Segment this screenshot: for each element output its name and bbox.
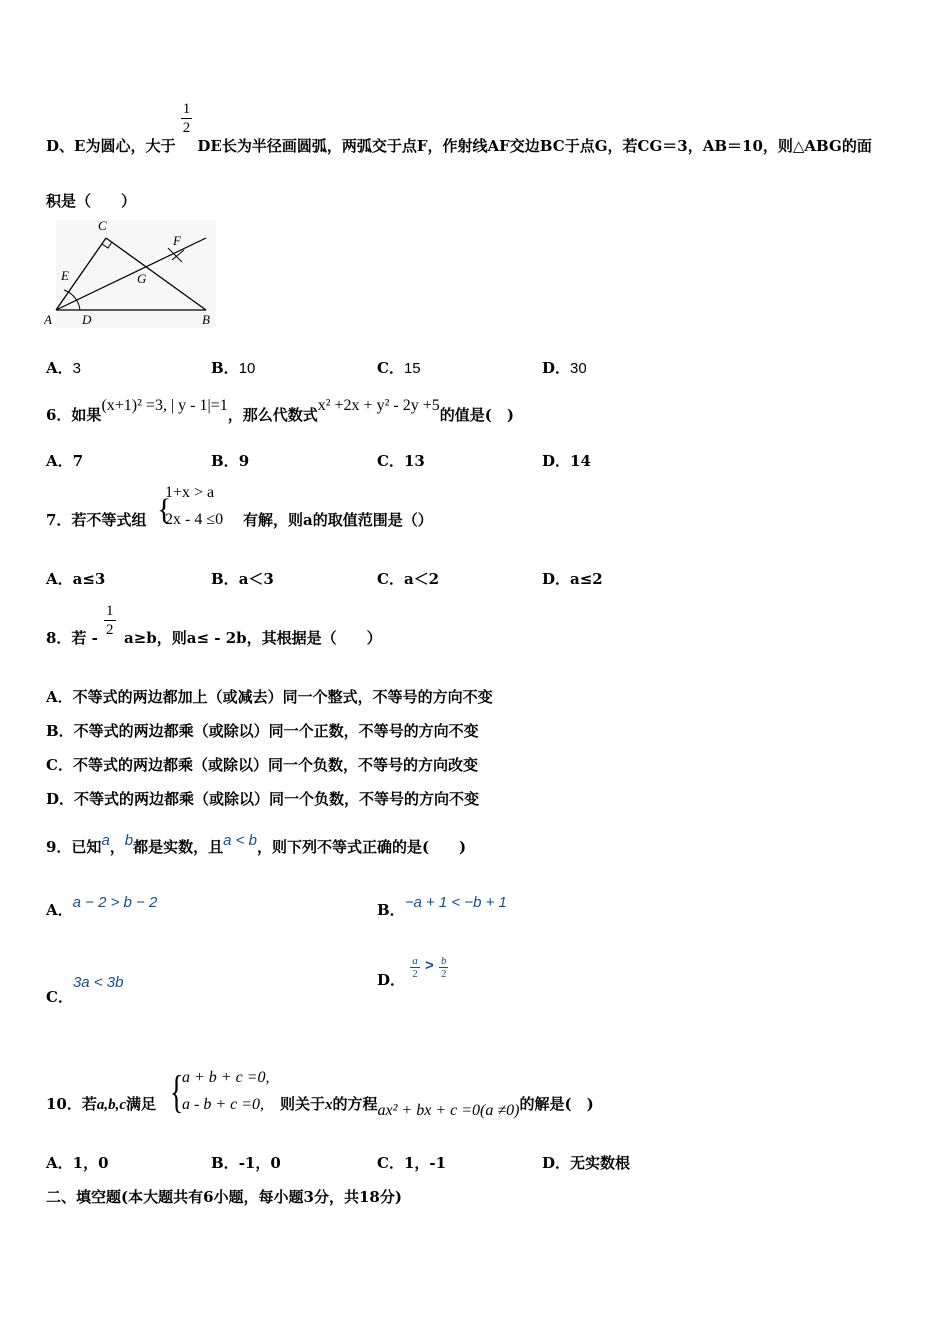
option-value: a＜3 [238, 570, 274, 588]
q8-option-a: A．不等式的两边都加上（或减去）同一个整式，不等号的方向不变 [46, 688, 493, 706]
option-value: 3 [72, 360, 81, 377]
q8-stem-prefix: 8．若 - [46, 629, 98, 647]
option-letter: B． [211, 1154, 239, 1172]
option-value: 10 [238, 360, 256, 377]
section-2-title: 二、填空题(本大题共有6小题，每小题3分，共18分) [46, 1188, 402, 1206]
q10-equation-2: a - b + c =0, [182, 1096, 265, 1113]
option-letter: D． [542, 359, 571, 377]
option-letter: A． [46, 1154, 73, 1172]
option-value: 无实数根 [570, 1154, 631, 1172]
q7-option-c [377, 568, 439, 589]
q7-stem-suffix: 有解，则a的取值范围是（） [243, 511, 433, 529]
q9-var-b: b [124, 832, 134, 849]
q8-fraction-numerator: 1 [106, 603, 114, 619]
q9-var-a: a [101, 832, 110, 849]
option-letter: A． [46, 359, 73, 377]
label-c: C [98, 218, 107, 233]
q10-middle2: 则关于 [280, 1095, 326, 1113]
frac-denominator: 2 [412, 968, 418, 980]
option-letter: C． [377, 452, 404, 470]
option-letter: C． [46, 988, 73, 1006]
q9-option-d [377, 955, 448, 989]
q9-stem [46, 832, 467, 857]
q6-suffix: 的值是( ) [439, 406, 514, 424]
frac-numerator: b [440, 955, 447, 967]
q10-option-c [377, 1152, 446, 1173]
option-value: a≤2 [570, 570, 603, 588]
label-f: F [173, 233, 181, 248]
q6-option-c [377, 450, 425, 471]
q9-middle: 都是实数，且 [133, 838, 224, 856]
option-value: 7 [72, 452, 84, 470]
q9-option-b [377, 891, 507, 919]
q5-option-d [542, 357, 587, 378]
option-value: a − 2 > b − 2 [72, 894, 158, 911]
option-value: -1，0 [238, 1154, 281, 1172]
q5-half-fraction [181, 100, 193, 137]
option-value: 1，-1 [403, 1154, 447, 1172]
q9-option-a [46, 891, 158, 919]
q9-d-frac-a [410, 955, 420, 980]
option-value: 1，0 [72, 1154, 109, 1172]
q5-option-b [211, 357, 255, 378]
frac-denominator: 2 [440, 968, 447, 980]
option-letter: D． [377, 971, 406, 989]
q7-inequality-1: 1+x > a [165, 484, 215, 501]
q6-condition: (x+1)² =3, | y - 1|=1 [101, 397, 228, 414]
q10-option-d [542, 1152, 630, 1173]
q10-stem-prefix [46, 1093, 156, 1114]
label-b: B [202, 312, 210, 327]
q9-condition: a < b [223, 832, 257, 849]
option-letter: D． [542, 1154, 571, 1172]
q10-option-b [211, 1152, 281, 1173]
q5-option-a [46, 357, 81, 378]
figure-background [56, 220, 216, 328]
label-d: D [82, 312, 92, 327]
option-value: 15 [403, 360, 421, 377]
q10-middle1: 满足 [126, 1095, 157, 1113]
q10-brace: { [170, 1066, 184, 1117]
q6-option-a [46, 450, 83, 471]
q7-brace: { [157, 493, 172, 526]
option-value: 9 [238, 452, 250, 470]
q5-stem-line1 [46, 101, 872, 160]
q9-suffix: ，则下列不等式正确的是( ) [256, 838, 467, 856]
q6-option-b [211, 450, 249, 471]
q5-fraction-denominator: 2 [182, 120, 191, 136]
q10-option-a [46, 1152, 109, 1173]
q8-stem-suffix: a≥b，则a≤ - 2b，其根据是（ ） [124, 629, 382, 647]
option-letter: C． [377, 359, 404, 377]
option-value: 14 [570, 452, 591, 470]
q9-prefix: 9．已知 [46, 838, 102, 856]
option-letter: A． [46, 901, 73, 919]
q7-inequality-2: 2x - 4 ≤0 [165, 511, 224, 528]
option-letter: A． [46, 570, 73, 588]
q6-option-d [542, 450, 591, 471]
q5-fraction-numerator: 1 [182, 101, 191, 117]
q5-stem-suffix: DE长为半径画圆弧，两弧交于点F，作射线AF交边BC于点G，若CG＝3，AB＝10，则△ABG的面 [197, 136, 872, 155]
q9-separator: ， [109, 838, 125, 856]
q7-stem-prefix: 7．若不等式组 [46, 511, 147, 529]
label-a: A [44, 312, 52, 327]
q6-prefix: 6．如果 [46, 406, 102, 424]
option-value: −a + 1 < −b + 1 [404, 894, 507, 911]
option-letter: D． [542, 452, 571, 470]
option-letter: D． [542, 570, 571, 588]
q9-d-frac-b [439, 955, 449, 980]
q10-var-x: x [325, 1097, 333, 1113]
q7-option-a [46, 568, 105, 589]
q10-equation: ax² + bx + c =0(a ≠0) [377, 1102, 520, 1119]
label-g: G [137, 271, 147, 286]
q7-option-d [542, 568, 603, 589]
option-letter: C． [377, 570, 404, 588]
option-letter: B． [377, 901, 405, 919]
q10-vars: a,b,c [96, 1097, 127, 1113]
option-letter: A． [46, 452, 73, 470]
option-value: 30 [570, 360, 587, 377]
q10-stem-suffix [280, 1093, 594, 1119]
frac-numerator: a [412, 955, 418, 967]
q8-option-d: D．不等式的两边都乘（或除以）同一个负数，不等号的方向不变 [46, 790, 480, 808]
q10-prefix: 10．若 [46, 1095, 97, 1113]
option-letter: B． [211, 359, 239, 377]
label-e: E [61, 268, 69, 283]
q10-middle3: 的方程 [332, 1095, 378, 1113]
q5-option-c [377, 357, 421, 378]
q6-expression: x² +2x + y² - 2y +5 [317, 397, 440, 414]
q8-half-fraction [104, 602, 116, 639]
option-letter: C． [377, 1154, 404, 1172]
q9-d-relation: > [424, 957, 434, 974]
option-letter: B． [211, 570, 239, 588]
q8-option-b: B．不等式的两边都乘（或除以）同一个正数，不等号的方向不变 [46, 722, 479, 740]
q10-suffix: 的解是( ) [519, 1095, 594, 1113]
q8-fraction-denominator: 2 [106, 622, 114, 638]
q10-equation-1: a + b + c =0, [182, 1069, 270, 1086]
option-value: 13 [403, 452, 425, 470]
q8-option-c: C．不等式的两边都乘（或除以）同一个负数，不等号的方向改变 [46, 756, 478, 774]
option-value: a≤3 [72, 570, 106, 588]
option-value: 3a < 3b [72, 974, 124, 991]
option-letter: B． [211, 452, 239, 470]
q5-triangle-figure [44, 218, 218, 330]
q9-option-c [46, 971, 124, 1006]
q5-stem-line2: 积是（ ） [46, 192, 137, 210]
q6-middle: ，那么代数式 [227, 406, 318, 424]
q5-stem-prefix: D、E为圆心，大于 [46, 136, 176, 155]
q7-option-b [211, 568, 274, 589]
q6-stem [46, 394, 514, 424]
option-value: a＜2 [403, 570, 440, 588]
